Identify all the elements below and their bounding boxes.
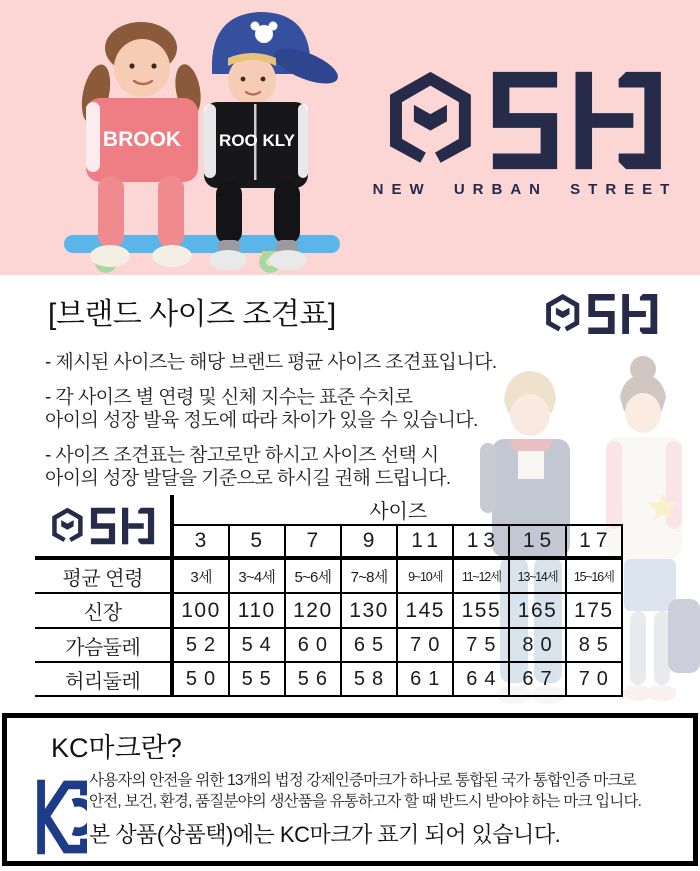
- ask-logo: [387, 70, 663, 171]
- value-cell: 130: [341, 593, 397, 628]
- value-cell: 54: [229, 628, 285, 662]
- size-cell: 11: [397, 525, 453, 558]
- size-table-wrap: [35, 495, 623, 697]
- value-cell: 155: [453, 593, 509, 628]
- note-2: - 각 사이즈 별 연령 및 신체 지수는 표준 수치로 아이의 성장 발육 정도에 따라 차이가 있을 수 있습니다.: [45, 387, 478, 431]
- value-cell: 56: [285, 662, 341, 696]
- note-1: - 제시된 사이즈는 해당 브랜드 평균 사이즈 조견표입니다.: [45, 352, 497, 373]
- boy-figure: [204, 12, 342, 270]
- value-cell: 67: [509, 662, 565, 696]
- value-cell: 165: [509, 593, 565, 628]
- size-cell: 13: [453, 525, 509, 558]
- value-cell: 55: [229, 662, 285, 696]
- value-cell: 80: [509, 628, 565, 662]
- value-cell: 60: [285, 628, 341, 662]
- value-cell: 64: [453, 662, 509, 696]
- value-cell: 58: [341, 662, 397, 696]
- size-header-label: 사이즈: [172, 495, 622, 525]
- size-cell: 15: [509, 525, 565, 558]
- row-label: 가슴둘레: [35, 628, 172, 662]
- size-table: [35, 495, 623, 697]
- waist-row: [35, 662, 622, 696]
- value-cell: 70: [566, 662, 622, 696]
- kc-mark-icon: [35, 776, 87, 858]
- value-cell: 110: [229, 593, 285, 628]
- value-cell: 145: [397, 593, 453, 628]
- value-cell: 50: [172, 662, 228, 696]
- size-cell: 9: [341, 525, 397, 558]
- brand-block: [358, 70, 692, 198]
- row-label: 신장: [35, 593, 172, 628]
- value-cell: 75: [453, 628, 509, 662]
- row-label: 허리둘레: [35, 662, 172, 696]
- ask-logo-table: [51, 507, 155, 545]
- value-cell: 3~4세: [229, 558, 285, 593]
- value-cell: 9~10세: [397, 558, 453, 593]
- size-guide-section: [0, 275, 700, 713]
- value-cell: 52: [172, 628, 228, 662]
- chest-row: [35, 628, 622, 662]
- kc-title: KC마크란?: [51, 733, 182, 763]
- size-header-row: [35, 495, 622, 525]
- value-cell: 61: [397, 662, 453, 696]
- kc-description: 사용자의 안전을 위한 13개의 법정 강제인증마크가 하나로 통합된 국가 통합인증 마크로 안전, 보건, 환경, 품질분야의 생산품을 유통하고자 할 때 반드시 받아야 하는 마크 입니다.: [89, 772, 642, 810]
- size-cell: 5: [229, 525, 285, 558]
- value-cell: 175: [566, 593, 622, 628]
- girl-shirt-text: BROOK: [102, 128, 182, 151]
- value-cell: 3세: [172, 558, 228, 593]
- kc-info-box: [2, 713, 698, 866]
- value-cell: 13~14세: [509, 558, 565, 593]
- value-cell: 11~12세: [453, 558, 509, 593]
- table-logo-cell: [35, 495, 172, 558]
- kids-photo: [6, 4, 348, 274]
- size-cell: 7: [285, 525, 341, 558]
- brand-tagline: NEW URBAN STREET: [372, 181, 678, 198]
- value-cell: 70: [397, 628, 453, 662]
- value-cell: 65: [341, 628, 397, 662]
- size-cell: 17: [566, 525, 622, 558]
- height-row: [35, 593, 622, 628]
- brand-banner: [0, 0, 700, 275]
- value-cell: 5~6세: [285, 558, 341, 593]
- size-cell: 3: [172, 525, 228, 558]
- value-cell: 15~16세: [566, 558, 622, 593]
- row-label: 평균 연령: [35, 558, 172, 593]
- kc-note: 본 상품(상품택)에는 KC마크가 표기 되어 있습니다.: [89, 822, 561, 847]
- value-cell: 120: [285, 593, 341, 628]
- note-3: - 사이즈 조견표는 참고로만 하시고 사이즈 선택 시 아이의 성장 발달을 기준으로 하시길 권해 드립니다.: [45, 445, 451, 489]
- girl-figure: [77, 22, 204, 267]
- size-guide-notes: [45, 351, 515, 502]
- value-cell: 100: [172, 593, 228, 628]
- size-guide-heading: [브랜드 사이즈 조견표]: [48, 298, 336, 331]
- boy-shirt-text: ROO KLY: [219, 131, 295, 150]
- age-row: [35, 558, 622, 593]
- ask-logo-small: [545, 293, 658, 335]
- value-cell: 7~8세: [341, 558, 397, 593]
- value-cell: 85: [566, 628, 622, 662]
